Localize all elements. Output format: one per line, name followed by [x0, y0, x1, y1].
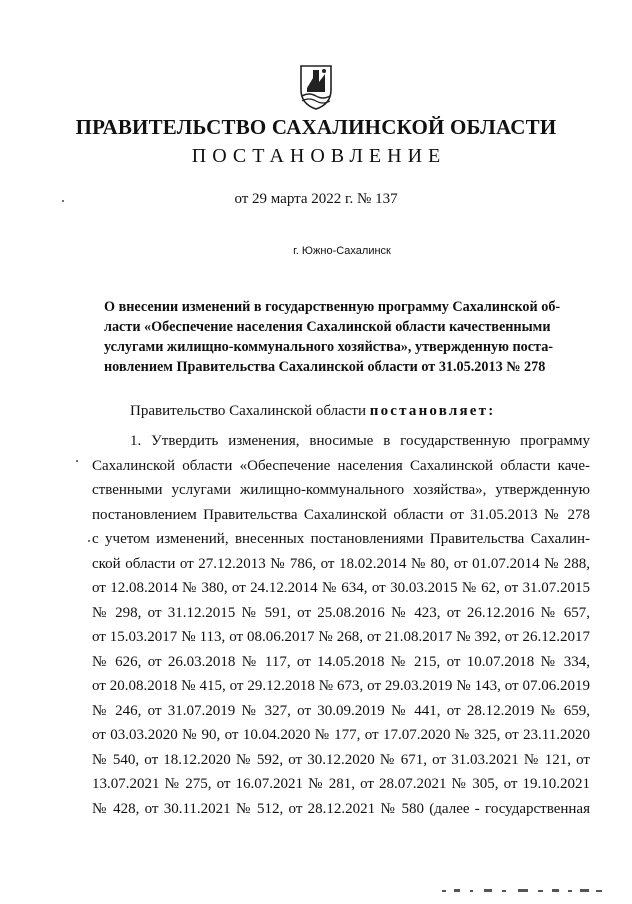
government-title: ПРАВИТЕЛЬСТВО САХАЛИНСКОЙ ОБЛАСТИ: [75, 115, 557, 139]
body-line: № 540, от 18.12.2020 № 592, от 30.12.2020 № 671, от 31.03.2021 № 121, от: [92, 751, 590, 768]
body-line: № 298, от 31.12.2015 № 591, от 25.08.2016 № 423, от 26.12.2016 № 657,: [92, 604, 590, 621]
body-line: № 626, от 26.03.2018 № 117, от 14.05.2018 № 215, от 10.07.2018 № 334,: [92, 653, 590, 670]
body-line: Сахалинской области «Обеспечение населения Сахалинской области каче-: [92, 457, 590, 474]
subject-line: услугами жилищно-коммунального хозяйства», утвержденную поста-: [104, 339, 554, 355]
body-line: от 03.03.2020 № 90, от 10.04.2020 № 177, от 17.07.2020 № 325, от 23.11.2020: [92, 727, 590, 743]
body-line: № 246, от 31.07.2019 № 327, от 30.09.2019 № 441, от 28.12.2019 № 659,: [92, 702, 590, 719]
body-line: постановлением Правительства Сахалинской области от 31.05.2013 № 278: [92, 506, 590, 523]
preamble: [130, 403, 495, 420]
preamble-decree-word: постановляет:: [369, 403, 496, 419]
body-line: ской области от 27.12.2013 № 786, от 18.02.2014 № 80, от 01.07.2014 № 288,: [92, 555, 590, 572]
preamble-text: Правительство Сахалинской области: [130, 403, 370, 419]
scan-artifact: [440, 888, 610, 894]
body-line: от 12.08.2014 № 380, от 24.12.2014 № 634, от 30.03.2015 № 62, от 31.07.2015: [92, 580, 590, 596]
document-type: ПОСТАНОВЛЕНИЕ: [191, 145, 447, 167]
body-line: с учетом изменений, внесенных постановлениями Правительства Сахалин-: [92, 531, 590, 547]
body-line: ственными услугами жилищно-коммунального хозяйства», утвержденную: [92, 482, 590, 498]
body-line: № 428, от 30.11.2021 № 512, от 28.12.2021 № 580 (далее - государственная: [92, 800, 590, 817]
document-city: г. Южно-Сахалинск: [293, 245, 391, 257]
subject-line: ласти «Обеспечение населения Сахалинской области качественными: [104, 319, 551, 335]
body-line: 1. Утвердить изменения, вносимые в государственную программу: [130, 433, 590, 449]
scan-speck: [88, 540, 90, 542]
subject-line: О внесении изменений в государственную программу Сахалинской об-: [104, 299, 561, 315]
body-line: 13.07.2021 № 275, от 16.07.2021 № 281, от 28.07.2021 № 305, от 19.10.2021: [92, 776, 590, 792]
document-date-number: от 29 марта 2022 г. № 137: [234, 191, 398, 207]
subject-line: новлением Правительства Сахалинской области от 31.05.2013 № 278: [104, 359, 546, 375]
document-subject: [104, 297, 561, 377]
body-line: от 20.08.2018 № 415, от 29.12.2018 № 673, от 29.03.2019 № 143, от 07.06.2019: [92, 678, 590, 694]
scan-speck: [76, 460, 78, 462]
coat-of-arms-icon: [299, 60, 333, 110]
scan-speck: [62, 200, 64, 202]
body-paragraph: [92, 429, 590, 821]
body-line: от 15.03.2017 № 113, от 08.06.2017 № 268, от 21.08.2017 № 392, от 26.12.2017: [92, 629, 590, 645]
